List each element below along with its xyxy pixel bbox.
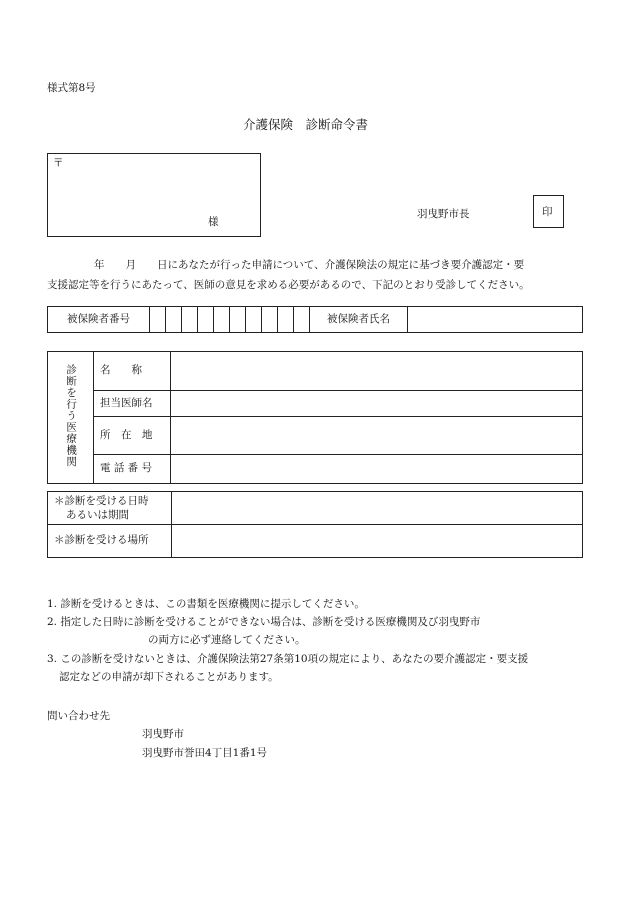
insured-name-label: 被保険者氏名 (310, 307, 408, 333)
insured-number-digit[interactable] (150, 307, 166, 333)
place-field[interactable] (172, 525, 583, 558)
insured-number-digit[interactable] (214, 307, 230, 333)
address-box[interactable] (47, 153, 261, 237)
contact-address: 羽曳野市誉田4丁目1番1号 (142, 747, 268, 759)
insured-number-digit[interactable] (230, 307, 246, 333)
place-label: ＊診断を受ける場所 (48, 525, 172, 558)
form-number: 様式第8号 (47, 82, 96, 94)
insured-number-label: 被保険者番号 (48, 307, 150, 333)
facility-address-label: 所 在 地 (94, 417, 171, 455)
facility-group-label-cell (48, 352, 94, 484)
datetime-field[interactable] (172, 492, 583, 525)
insured-number-digit[interactable] (262, 307, 278, 333)
facility-name-field[interactable] (171, 352, 583, 391)
body-text-line-2: 支援認定等を行うにあたって、医師の意見を求める必要があるので、下記のとおり受診してください。 (47, 279, 530, 291)
note-3a: 3. この診断を受けないときは、介護保険法第27条第10項の規定により、あなたの要介護認定・要支援 (47, 653, 529, 665)
datetime-label-1: ＊診断を受ける日時 (54, 494, 149, 507)
insured-number-digit[interactable] (166, 307, 182, 333)
note-2b: の両方に必ず連絡してください。 (148, 634, 306, 646)
note-2a: 2. 指定した日時に診断を受けることができない場合は、診断を受ける医療機関及び羽曳野市 (47, 616, 481, 628)
insured-number-digit[interactable] (246, 307, 262, 333)
datetime-label-2: あるいは期間 (66, 509, 129, 521)
body-text-line-1: 年 月 日にあなたが行った申請について、介護保険法の規定に基づき要介護認定・要 (94, 259, 525, 271)
note-1: 1. 診断を受けるときは、この書類を医療機関に提示してください。 (47, 598, 365, 610)
honorific: 様 (208, 216, 219, 228)
issuer-name: 羽曳野市長 (417, 208, 470, 220)
contact-org: 羽曳野市 (142, 728, 184, 740)
note-3b: 認定などの申請が却下されることがあります。 (59, 671, 279, 683)
facility-phone-label: 電 話 番 号 (94, 455, 171, 484)
doctor-name-label: 担当医師名 (94, 391, 171, 417)
facility-table (47, 351, 583, 484)
facility-name-label: 名 称 (94, 352, 171, 391)
page-title: 介護保険 診断命令書 (243, 117, 369, 132)
insured-number-digit[interactable] (278, 307, 294, 333)
insured-name-field[interactable] (408, 307, 583, 333)
facility-phone-field[interactable] (171, 455, 583, 484)
seal-mark: 印 (542, 206, 553, 218)
datetime-label-cell (48, 492, 172, 525)
insured-number-digit[interactable] (294, 307, 310, 333)
schedule-table (47, 491, 583, 558)
insured-number-digit[interactable] (198, 307, 214, 333)
facility-group-label: 診断を行う医療機関 (65, 363, 78, 468)
postal-mark: 〒 (53, 157, 64, 169)
facility-address-field[interactable] (171, 417, 583, 455)
contact-heading: 問い合わせ先 (47, 710, 110, 722)
insured-number-digit[interactable] (182, 307, 198, 333)
seal-box (533, 195, 564, 228)
insured-table (47, 306, 583, 333)
doctor-name-field[interactable] (171, 391, 583, 417)
